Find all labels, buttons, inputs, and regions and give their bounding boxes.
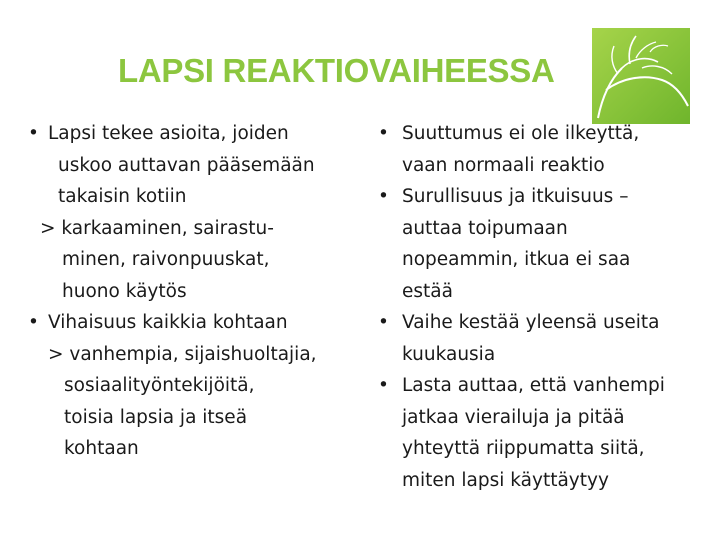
- right-line-11: yhteyttä riippumatta siitä,: [402, 438, 645, 459]
- right-line-7: Vaihe kestää yleensä useita: [402, 312, 660, 333]
- left-line-2-row: [28, 150, 348, 182]
- right-line-2-row: [378, 150, 708, 182]
- right-line-8-row: [378, 339, 708, 371]
- left-line-2: uskoo auttavan pääsemään: [58, 154, 315, 176]
- left-line-5-row: [28, 244, 348, 276]
- right-line-6-row: [378, 276, 708, 308]
- left-line-3-row: [28, 181, 348, 213]
- right-line-11-row: [378, 433, 708, 465]
- right-line-10-row: [378, 402, 708, 434]
- left-bullet-2: [28, 307, 348, 339]
- right-bullet-1: [378, 118, 708, 150]
- left-line-10-row: [28, 402, 348, 434]
- bullet-dot: •: [28, 312, 39, 333]
- left-line-6-row: [28, 276, 348, 308]
- right-line-1: Suuttumus ei ole ilkeyttä,: [402, 123, 640, 144]
- left-line-3: takaisin kotiin: [58, 186, 187, 207]
- right-line-12: miten lapsi käyttäytyy: [402, 469, 609, 491]
- bullet-dot: •: [378, 186, 389, 207]
- bullet-dot: •: [28, 123, 39, 144]
- bullet-dot: •: [378, 312, 389, 333]
- right-line-5: nopeammin, itkua ei saa: [402, 249, 631, 270]
- right-bullet-4: [378, 370, 708, 402]
- right-line-5-row: [378, 244, 708, 276]
- left-line-9-row: [28, 370, 348, 402]
- left-line-4: > karkaaminen, sairastu-: [40, 217, 274, 239]
- slide-title: LAPSI REAKTIOVAIHEESSA: [118, 52, 555, 89]
- left-line-10: toisia lapsia ja itseä: [64, 406, 248, 428]
- right-line-12-row: [378, 465, 708, 497]
- left-line-11: kohtaan: [64, 438, 139, 459]
- left-line-1: Lapsi tekee asioita, joiden: [48, 123, 289, 144]
- left-column: [28, 118, 348, 465]
- left-line-9: sosiaalityöntekijöitä,: [64, 375, 255, 396]
- bullet-dot: •: [378, 375, 389, 396]
- right-bullet-2: [378, 181, 708, 213]
- left-line-11-row: [28, 433, 348, 465]
- leaf-logo-icon: [592, 28, 690, 124]
- left-line-8: > vanhempia, sijaishuoltajia,: [48, 343, 317, 365]
- right-line-8: kuukausia: [402, 343, 496, 365]
- left-line-8-row: [28, 339, 348, 371]
- left-line-7: Vihaisuus kaikkia kohtaan: [48, 312, 288, 333]
- right-line-6: estää: [402, 280, 453, 302]
- right-bullet-3: [378, 307, 708, 339]
- left-line-6: huono käytös: [62, 280, 187, 302]
- right-line-4-row: [378, 213, 708, 245]
- bullet-dot: •: [378, 123, 389, 144]
- left-line-4-row: [28, 213, 348, 245]
- left-bullet-1: [28, 118, 348, 150]
- right-line-3: Surullisuus ja itkuisuus –: [402, 186, 629, 207]
- right-line-9: Lasta auttaa, että vanhempi: [402, 375, 665, 396]
- right-line-10: jatkaa vierailuja ja pitää: [402, 406, 625, 428]
- left-line-5: minen, raivonpuuskat,: [62, 249, 270, 270]
- right-line-2: vaan normaali reaktio: [402, 154, 605, 176]
- right-line-4: auttaa toipumaan: [402, 217, 568, 239]
- right-column: [378, 118, 708, 496]
